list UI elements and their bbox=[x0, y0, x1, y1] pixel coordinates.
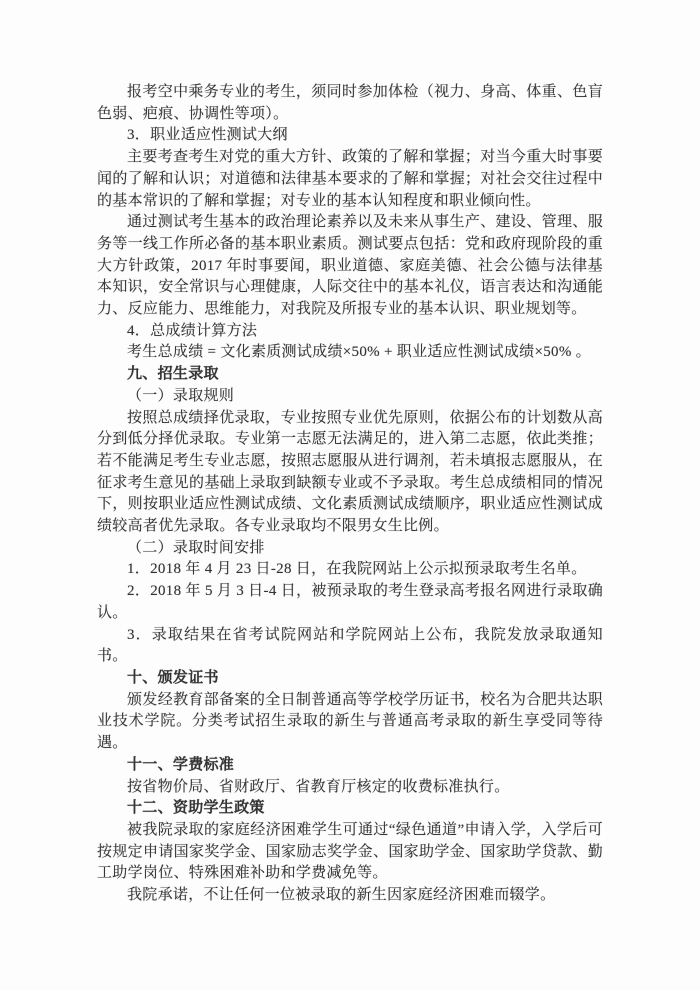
paragraph: 我院承诺，不让任何一位被录取的新生因家庭经济困难而辍学。 bbox=[127, 887, 556, 904]
paragraph: 按照总成绩择优录取，专业按照专业优先原则，依据公布的计划数从高分到低分择优录取。专业第一志愿无法满足的，进入第二志愿，依此类推；若不能满足考生专业志愿，按照志愿服从进行调剂，若未填报志愿服从，在征求考生意见的基础上录取到缺额专业或不予录取。考生总成绩相同的情况下，则按职业适应性测试成绩、文化素质测试成绩顺序，职业适应性测试成绩较高者优先录取。各专业录取均不限男女生比例。 bbox=[97, 409, 603, 535]
paragraph: 按省物价局、省财政厅、省教育厅核定的收费标准执行。 bbox=[127, 778, 510, 795]
paragraph: 4．总成绩计算方法 bbox=[127, 322, 258, 339]
paragraph: 报考空中乘务专业的考生，须同时参加体检（视力、身高、体重、色盲色弱、疤痕、协调性等项）。 bbox=[97, 84, 603, 122]
paragraph: 主要考查考生对党的重大方针、政策的了解和掌握；对当今重大时事要闻的了解和认识；对道德和法律基本要求的了解和掌握；对社会交往过程中的基本常识的了解和掌握；对专业的基本认知程度和职业倾向性。 bbox=[97, 149, 603, 209]
paragraph: 被我院录取的家庭经济困难学生可通过“绿色通道”申请入学，入学后可按规定申请国家奖学金、国家励志奖学金、国家助学金、国家助学贷款、勤工助学岗位、特殊困难补助和学费减免等。 bbox=[97, 821, 603, 882]
section-heading: 九、招生录取 bbox=[127, 366, 219, 383]
section-heading: 十二、资助学生政策 bbox=[127, 800, 265, 817]
paragraph: 颁发经教育部备案的全日制普通高等学校学历证书，校名为合肥共达职业技术学院。分类考试招生录取的新生与普通高考录取的新生享受同等待遇。 bbox=[97, 691, 603, 752]
section-heading: 十、颁发证书 bbox=[127, 669, 219, 686]
paragraph: 1．2018 年 4 月 23 日-28 日，在我院网站上公示拟预录取考生名单。 bbox=[127, 561, 587, 578]
paragraph: （二）录取时间安排 bbox=[127, 539, 265, 556]
paragraph: （一）录取规则 bbox=[127, 387, 235, 404]
paragraph: 2．2018 年 5 月 3 日-4 日，被预录取的考生登录高考报名网进行录取确认。 bbox=[97, 583, 603, 621]
paragraph: 考生总成绩 = 文化素质测试成绩×50% + 职业适应性测试成绩×50% 。 bbox=[127, 344, 591, 361]
paragraph: 3．职业适应性测试大纲 bbox=[127, 127, 288, 144]
document-body bbox=[97, 82, 603, 907]
section-heading: 十一、学费标准 bbox=[127, 756, 235, 773]
paragraph: 3．录取结果在省考试院网站和学院网站上公布，我院发放录取通知书。 bbox=[97, 626, 603, 665]
paragraph: 通过测试考生基本的政治理论素养以及未来从事生产、建设、管理、服务等一线工作所必备的基本职业素质。测试要点包括：党和政府现阶段的重大方针政策，2017 年时事要闻，职业道德、家庭美德、社会公德与法律基本知识，安全常识与心理健康，人际交往中的基本礼仪，语言表达和沟通能力、反应能力、思维能力，对我院及所报专业的基本认识、职业规划等。 bbox=[97, 214, 603, 318]
